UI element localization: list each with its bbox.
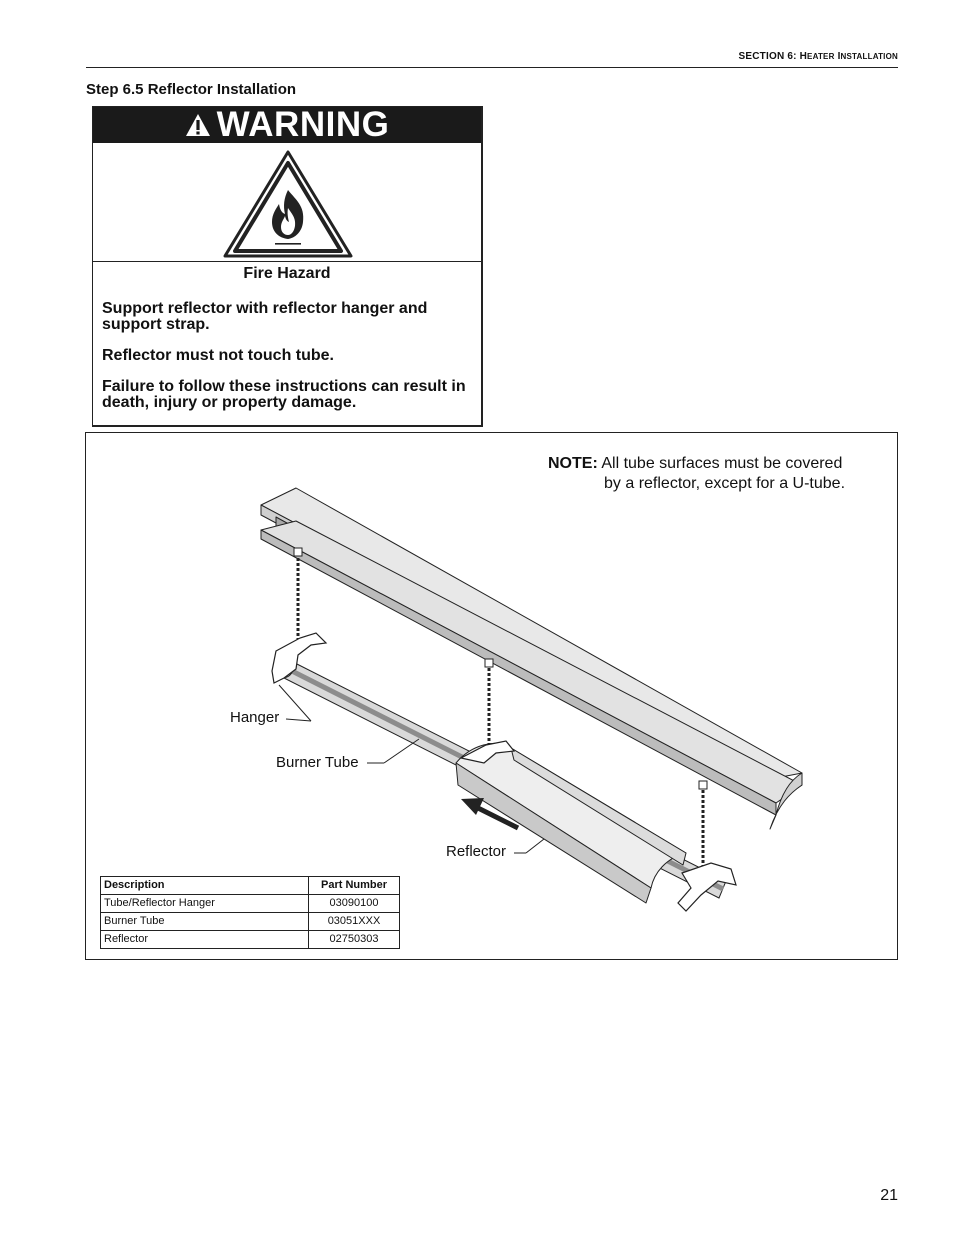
table-row [101,913,400,931]
warning-line-1: Support reflector with reflector hanger and support strap. [102,300,428,333]
note-line-2: by a reflector, except for a U-tube. [604,475,846,492]
reflector-shield [456,743,686,903]
section-label: SECTION 6: [738,51,797,62]
cell-description: Tube/Reflector Hanger [101,895,309,913]
alert-triangle-icon [185,113,211,137]
parts-table [100,876,400,949]
warning-line-2: Reflector must not touch tube. [102,347,334,364]
figure-note [548,454,845,494]
col-header-part-number: Part Number [309,877,400,895]
header-rule [86,67,898,68]
cell-part-number: 03090100 [309,895,400,913]
fire-hazard-icon [221,148,355,260]
section-title-rest2: NSTALLATION [840,52,898,61]
section-header [600,51,898,62]
figure-box [85,432,898,960]
callout-hanger: Hanger [230,709,280,726]
table-row [101,931,400,949]
section-title-cap-i: I [837,51,841,62]
col-header-description: Description [101,877,309,895]
hazard-symbol-area [93,143,481,262]
warning-banner [93,107,481,143]
cell-description: Burner Tube [101,913,309,931]
callout-reflector: Reflector [446,843,507,860]
cell-part-number: 02750303 [309,931,400,949]
section-title-rest: EATER [807,52,835,61]
cell-description: Reflector [101,931,309,949]
warning-banner-text: WARNING [216,105,390,144]
hazard-title: Fire Hazard [243,265,331,282]
cell-part-number: 03051XXX [309,913,400,931]
table-header-row [101,877,400,895]
note-label: NOTE: [548,455,598,472]
section-title-cap-h: H [799,51,808,62]
step-title: Step 6.5 Reflector Installation [86,81,297,98]
warning-box [92,106,483,427]
note-line-1: All tube surfaces must be covered [597,455,843,472]
warning-line-3: Failure to follow these instructions can result in death, injury or property damage. [102,378,466,411]
page-number: 21 [880,1187,898,1204]
table-row [101,895,400,913]
callout-burner-tube: Burner Tube [276,754,359,771]
